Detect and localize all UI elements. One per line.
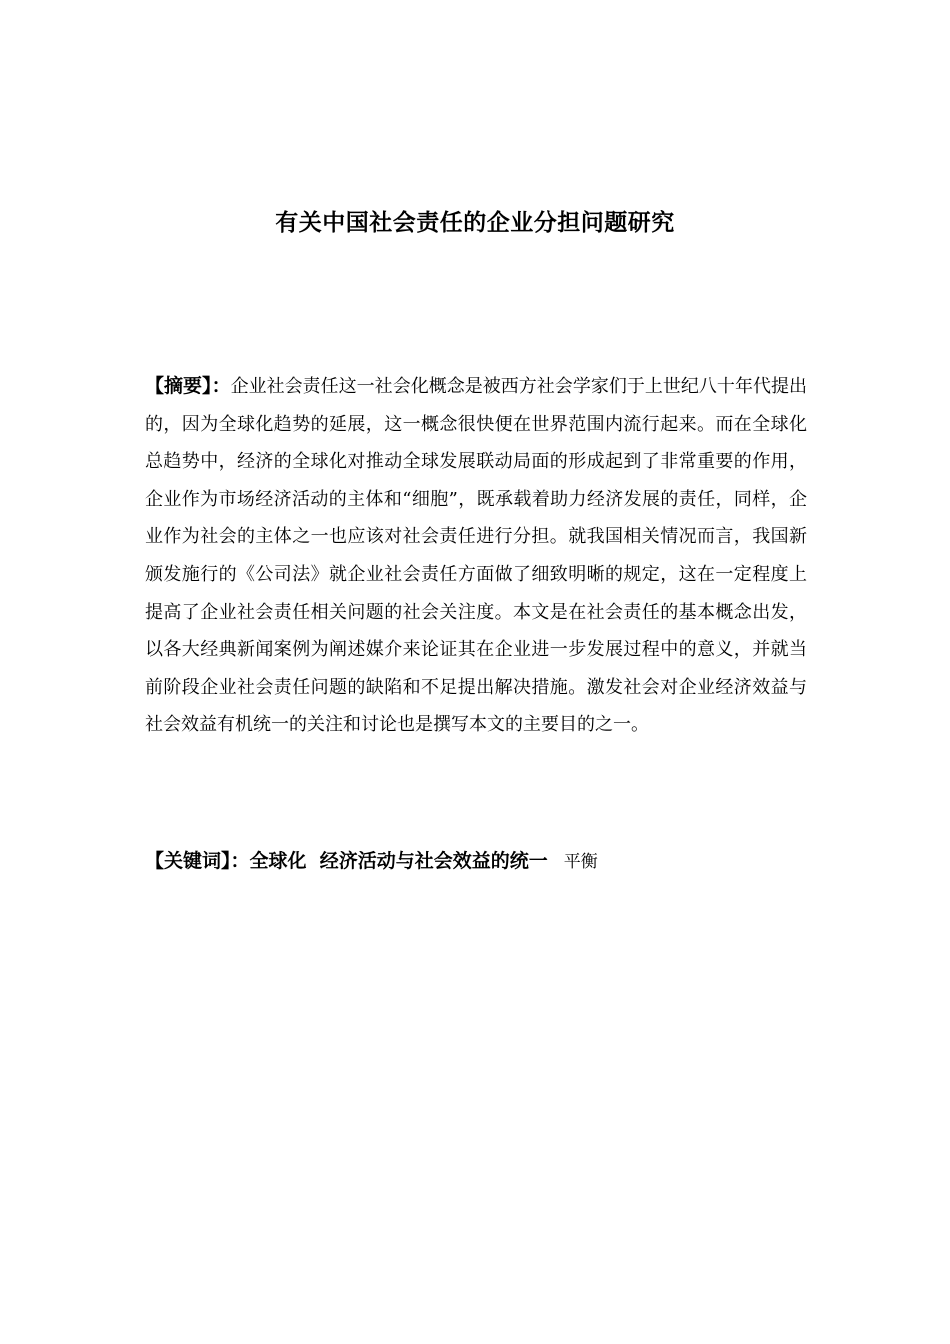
keywords-bold-terms: 全球化 经济活动与社会效益的统一 bbox=[249, 850, 548, 872]
abstract-text: 企业社会责任这一社会化概念是被西方社会学家们于上世纪八十年代提出的，因为全球化趋势的延展，这一概念很快便在世界范围内流行起来。而在全球化总趋势中，经济的全球化对推动全球发展联动局面的形成起到了非常重要的作用，企业作为市场经济活动的主体和“细胞”，既承载着助力经济发展的责任，同样，企业作为社会的主体之一也应该对社会责任进行分担。就我国相关情况而言，我国新颁发施行的《公司法》就企业社会责任方面做了细致明晰的规定，这在一定程度上提高了企业社会责任相关问题的社会关注度。本文是在社会责任的基本概念出发，以各大经典新闻案例为阐述媒介来论证其在企业进一步发展过程中的意义，并就当前阶段企业社会责任问题的缺陷和不足提出解决措施。激发社会对企业经济效益与社会效益有机统一的关注和讨论也是撰写本文的主要目的之一。 bbox=[145, 376, 807, 736]
document-title: 有关中国社会责任的企业分担问题研究 bbox=[275, 210, 675, 236]
keywords-plain-term: 平衡 bbox=[563, 852, 598, 872]
keywords-label: 【关键词】： bbox=[145, 850, 250, 872]
keywords-line bbox=[145, 845, 807, 878]
abstract-label: 【摘要】 bbox=[145, 375, 212, 397]
abstract-paragraph bbox=[145, 368, 807, 744]
abstract-separator: ： bbox=[211, 375, 231, 397]
